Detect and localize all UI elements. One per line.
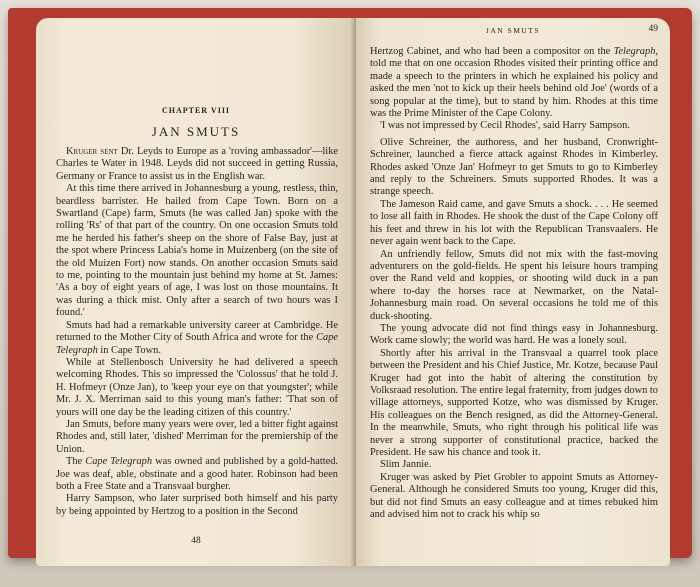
paragraph-text: An unfriendly fellow, Smuts did not mix with the fast-moving adventurers on the gold-fields. He spent his leisure hours tramping over the Rand veld and koppies, or shooting wild duck in a pan where to-day the horses race at Newmarket, on the Natal-Johannesburg main road. On several occasions he told me of this duck-shooting. xyxy=(370,248,658,322)
paragraph-text: The Jameson Raid came, and gave Smuts a shock. . . . He seemed to lose all faith in Rhodes. He shook the dust of the Cape Colony off his feet and threw in his lot with the Republican Transvaalers. He never again went back to the Cape. xyxy=(370,198,658,248)
paragraph-tail: was owned and published by a gold-hatted. Joe was deaf, able, obstinate and a good hater. Robinson had been both a Free State and a Transvaal burgher. xyxy=(56,456,339,492)
paragraph-tail: , told me that on one occasion Rhodes visited their printing office and made a speech to the printers in which he explained his policy and asked the men 'not to kick up their heels behind old Joe' (words of a song popular at the time), but to stand by him. Rhodes at this time was the Prime Minister of the Cape Colony. xyxy=(370,46,658,120)
chapter-label: CHAPTER VIII xyxy=(161,106,231,115)
left-page xyxy=(36,18,356,566)
paragraph-text: Shortly after his arrival in the Transvaal a quarrel took place between the President and his Chief Justice, Mr. Kotze, because Paul Kruger had got into the habit of altering the constitution by Volksraad resolution. The entire legal fraternity, from judges down to village attorneys, supported Kotze, who was dismissed by Kruger. His colleagues on the Bench resigned, as did the Attorney-General. In the meanwhile, Smuts, who right through his political life was never a strong supporter of constitutional practice, backed the President. He saw his chance and took it. xyxy=(370,347,658,458)
paragraph-lead: Kruger sent xyxy=(66,146,118,157)
paragraph xyxy=(370,348,658,460)
paragraph xyxy=(56,320,338,357)
paragraph-text: The young advocate did not find things easy in Johannesburg. Work came slowly; the world was hard. He was a lonely soul. xyxy=(370,322,658,347)
chapter-title: JAN SMUTS xyxy=(151,124,241,139)
paragraph-text: At this time there arrived in Johannesburg a young, restless, thin, beardless barrister. He hailed from Cape Town. Born on a Swartland (Cape) farm, Smuts (he was called Jan) spoke with the rolling 'Rs' of that part of the country. On one occasion Smuts told me he herded his father's sheep on the shore of False Bay, just at the spot where Princess Labia's home in Muizenberg (on the site of the old Muizen Fort) now stands. On another occasion Smuts said to me, pointing to the mountain just behind my home at St. James: 'As a boy of eight years of age, I was lost on those mountains. It was during a thick mist. Only after a search of two hours was I found.' xyxy=(56,183,338,319)
paragraph-text: Smuts had had a remarkable university career at Cambridge. He returned to the Mother City of South Africa and wrote for the xyxy=(56,319,338,344)
running-head: JAN SMUTS xyxy=(485,26,541,35)
paragraph xyxy=(370,137,658,199)
paragraph-tail: in Cape Town. xyxy=(97,344,161,356)
right-page xyxy=(356,18,670,566)
paragraph-text: While at Stellenbosch University he had delivered a speech welcoming Rhodes. This so impressed the 'Colossus' that he told J. H. Hofmeyr (Onze Jan), to 'keep your eye on that youngster'; while Mr. J. X. Merriman said to this young man's father: 'That son of yours will one day be the leading citizen of this country.' xyxy=(56,356,338,418)
italic-title: Cape Telegraph xyxy=(56,332,338,356)
paragraph xyxy=(56,146,338,183)
paragraph-text: Jan Smuts, before many years were over, led a bitter fight against Rhodes and, still later, 'dished' Merriman for the premiership of the Union. xyxy=(56,418,338,455)
paragraph xyxy=(370,199,658,249)
paragraph xyxy=(56,183,338,319)
italic-title: Cape Telegraph xyxy=(85,456,153,468)
paragraph-text: Slim Jannie. xyxy=(380,459,432,471)
paragraph-text: Dr. Leyds to Europe as a 'roving ambassador'—like Charles te Water in 1948. Leyds did not succeed in getting Russia, Germany or France to assist us in the English war. xyxy=(56,146,339,182)
paragraph xyxy=(370,46,658,120)
paragraph-text: Olive Schreiner, the authoress, and her husband, Cronwright-Schreiner, launched a fierce attack against Rhodes in Kimberley. Rhodes asked 'Onze Jan' Hofmeyr to get Smuts to go to Kimberley and reply to the Schreiners. Smuts supported Rhodes. It was a strange speech. xyxy=(370,136,658,198)
paragraph xyxy=(56,493,338,518)
paragraph-text: Harry Sampson, who later surprised both himself and his party by being appointed by Hertzog to a position in the Second xyxy=(56,493,338,517)
paragraph-text: The xyxy=(66,456,86,468)
paragraph xyxy=(56,357,338,419)
paragraph xyxy=(370,249,658,323)
paragraph xyxy=(370,323,658,348)
paragraph xyxy=(370,472,658,522)
left-page-text xyxy=(56,146,338,518)
paragraph xyxy=(56,419,338,456)
italic-title: Telegraph xyxy=(613,46,656,57)
paragraph-text: 'I was not impressed by Cecil Rhodes', said Harry Sampson. xyxy=(380,120,630,132)
paragraph xyxy=(370,459,658,471)
page-number-right: 49 xyxy=(648,24,658,34)
right-page-text xyxy=(370,46,658,521)
paragraph xyxy=(370,120,658,132)
paragraph-text: Hertzog Cabinet, and who had been a compositor on the xyxy=(370,46,614,57)
paragraph-text: Kruger was asked by Piet Grobler to appoint Smuts as Attorney-General. Although he considered Smuts too young, Kruger did this, but did not find Smuts an easy colleague and at times rebuked him and advised him not to crack his whip so xyxy=(370,471,658,521)
page-number-left: 48 xyxy=(191,536,201,546)
paragraph xyxy=(56,456,338,493)
